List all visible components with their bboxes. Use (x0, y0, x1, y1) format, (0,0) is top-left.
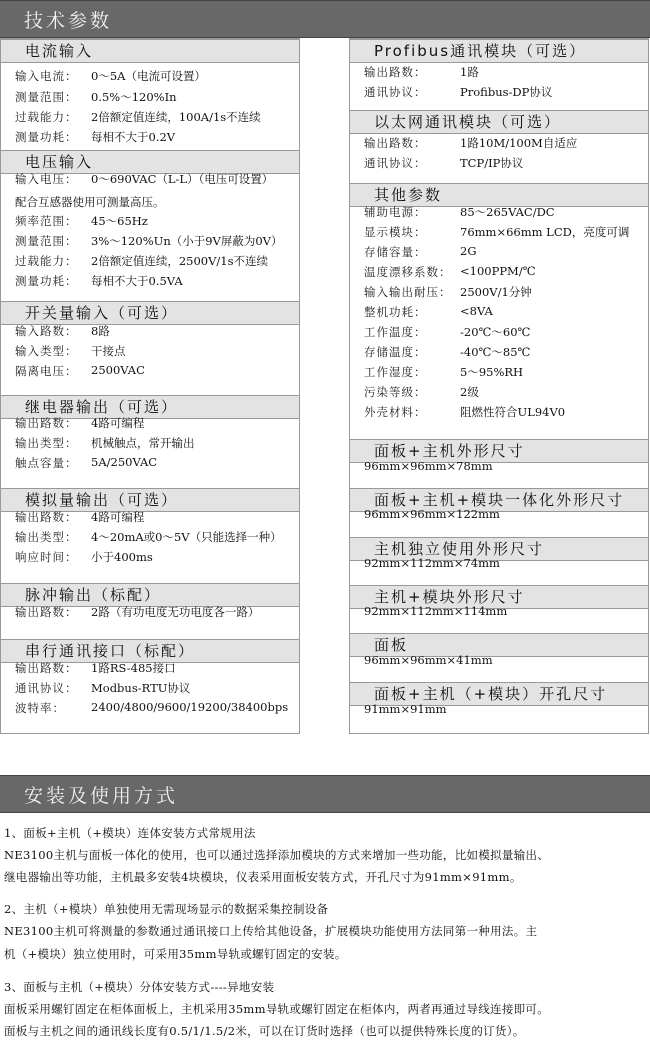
section-title: 电压输入 (1, 150, 299, 174)
spec-label: 工作湿度： (364, 365, 427, 379)
section-title: 面板+主机外形尺寸 (350, 439, 648, 463)
install-heading: 3、面板与主机（+模块）分体安装方式----异地安装 (4, 980, 275, 994)
spec-value: 每相不大于0.2V (91, 130, 176, 144)
spec-value: 4路可编程 (91, 416, 145, 430)
spec-label: 输出路数： (364, 65, 427, 79)
spec-value: 0.5%～120%In (91, 90, 177, 104)
spec-label: 输出路数： (15, 510, 78, 524)
spec-label: 输入类型： (15, 344, 78, 358)
spec-value: <100PPM/℃ (460, 264, 536, 278)
spec-value: 每相不大于0.5VA (91, 274, 183, 288)
spec-value: 5～95%RH (460, 365, 524, 379)
section-title: 继电器输出（可选） (1, 395, 299, 419)
spec-label: 输入电流： (15, 69, 78, 83)
spec-label: 存储容量： (364, 245, 427, 259)
spec-label: 输出类型： (15, 436, 78, 450)
section-title: 开关量输入（可选） (1, 301, 299, 325)
left-spec-column (0, 38, 300, 734)
spec-label: 输出路数： (15, 605, 78, 619)
install-paragraph-line: 机（+模块）独立使用时，可采用35mm导轨或螺钉固定的安装。 (4, 947, 347, 961)
spec-label: 触点容量： (15, 456, 78, 470)
spec-label: 响应时间： (15, 550, 78, 564)
spec-label: 通讯协议： (364, 85, 427, 99)
section-title: 以太网通讯模块（可选） (350, 110, 648, 134)
install-paragraph-line: NE3100主机可将测量的参数通过通讯接口上传给其他设备，扩展模块功能使用方法同第一种用法。主 (4, 924, 538, 938)
spec-value: 4路可编程 (91, 510, 145, 524)
spec-value: -20℃～60℃ (460, 325, 531, 339)
install-title: 安装及使用方式 (24, 785, 179, 807)
spec-value: 配合互感器使用可测量高压。 (15, 195, 165, 209)
spec-label: 测量范围： (15, 90, 78, 104)
specs-title: 技术参数 (24, 10, 113, 32)
spec-value: 1路RS-485接口 (91, 661, 176, 675)
right-spec-column (349, 38, 649, 734)
spec-value: 3%～120%Un（小于9V屏蔽为0V） (91, 234, 283, 248)
spec-value: 2400/4800/9600/19200/38400bps (91, 700, 289, 714)
spec-value: -40℃～85℃ (460, 345, 531, 359)
spec-value: 96mm×96mm×122mm (364, 507, 500, 521)
spec-label: 过载能力： (15, 254, 78, 268)
spec-value: 1路 (460, 65, 479, 79)
spec-value: 5A/250VAC (91, 455, 158, 469)
spec-label: 输入路数： (15, 324, 78, 338)
spec-value: <8VA (460, 304, 493, 318)
section-title: 模拟量输出（可选） (1, 488, 299, 512)
section-title: 主机+模块外形尺寸 (350, 585, 648, 609)
spec-label: 输出路数： (15, 661, 78, 675)
spec-value: Profibus-DP协议 (460, 85, 553, 99)
install-paragraph-line: 面板采用螺钉固定在柜体面板上，主机采用35mm导轨或螺钉固定在柜体内，两者再通过导线连接即可。 (4, 1002, 550, 1016)
spec-label: 波特率： (15, 701, 65, 715)
spec-label: 辅助电源： (364, 205, 427, 219)
spec-label: 测量范围： (15, 234, 78, 248)
spec-label: 污染等级： (364, 385, 427, 399)
section-title: 串行通讯接口（标配） (1, 639, 299, 663)
spec-label: 过载能力： (15, 110, 78, 124)
install-heading: 2、主机（+模块）单独使用无需现场显示的数据采集控制设备 (4, 902, 329, 916)
spec-value: 2级 (460, 385, 479, 399)
spec-value: 45～65Hz (91, 214, 148, 228)
spec-value: 96mm×96mm×41mm (364, 653, 493, 667)
spec-value: 2倍额定值连续，2500V/1s不连续 (91, 254, 268, 268)
install-paragraph-line: 面板与主机之间的通讯线长度有0.5/1/1.5/2米，可以在订货时选择（也可以提供特殊长度的订货）。 (4, 1024, 525, 1038)
spec-label: 存储温度： (364, 345, 427, 359)
spec-value: 0～5A（电流可设置） (91, 69, 206, 83)
spec-value: 2500VAC (91, 363, 145, 377)
spec-value: 8路 (91, 324, 110, 338)
spec-value: 1路10M/100M自适应 (460, 136, 578, 150)
spec-value: TCP/IP协议 (460, 156, 524, 170)
install-heading: 1、面板+主机（+模块）连体安装方式常规用法 (4, 826, 256, 840)
spec-value: 2倍额定值连续，100A/1s不连续 (91, 110, 261, 124)
spec-value: 85～265VAC/DC (460, 205, 555, 219)
section-title: 其他参数 (350, 183, 648, 207)
spec-value: 0～690VAC（L-L）（电压可设置） (91, 172, 274, 186)
section-title: Profibus通讯模块（可选） (350, 39, 648, 63)
spec-value: 96mm×96mm×78mm (364, 459, 493, 473)
section-title: 主机独立使用外形尺寸 (350, 537, 648, 561)
spec-label: 温度漂移系数： (364, 265, 452, 279)
section-title: 面板 (350, 633, 648, 657)
section-title: 面板+主机+模块一体化外形尺寸 (350, 488, 648, 512)
spec-value: 2路（有功电度无功电度各一路） (91, 605, 260, 619)
spec-label: 通讯协议： (364, 156, 427, 170)
spec-label: 整机功耗： (364, 305, 427, 319)
spec-label: 显示模块： (364, 225, 427, 239)
spec-label: 输出路数： (15, 416, 78, 430)
spec-value: 92mm×112mm×74mm (364, 556, 500, 570)
spec-value: 92mm×112mm×114mm (364, 604, 508, 618)
spec-label: 频率范围： (15, 214, 78, 228)
section-title: 脉冲输出（标配） (1, 583, 299, 607)
spec-value: 机械触点，常开输出 (91, 436, 195, 450)
spec-label: 工作温度： (364, 325, 427, 339)
section-title: 面板+主机（+模块）开孔尺寸 (350, 682, 648, 706)
spec-label: 输入电压： (15, 172, 78, 186)
specs-banner (0, 0, 650, 38)
spec-value: 91mm×91mm (364, 702, 447, 716)
spec-label: 测量功耗： (15, 130, 78, 144)
spec-value: 干接点 (91, 344, 126, 358)
install-paragraph-line: 继电器输出等功能，主机最多安装4块模块，仪表采用面板安装方式，开孔尺寸为91mm×91mm。 (4, 870, 522, 884)
spec-label: 输出类型： (15, 530, 78, 544)
section-title: 电流输入 (1, 39, 299, 63)
spec-label: 隔离电压： (15, 364, 78, 378)
spec-value: 4～20mA或0～5V（只能选择一种） (91, 530, 282, 544)
spec-value: 阻燃性符合UL94V0 (460, 405, 566, 419)
spec-value: 2G (460, 244, 477, 258)
install-paragraph-line: NE3100主机与面板一体化的使用，也可以通过选择添加模块的方式来增加一些功能，比如模拟量输出、 (4, 848, 550, 862)
spec-label: 输出路数： (364, 136, 427, 150)
spec-label: 通讯协议： (15, 681, 78, 695)
spec-value: 76mm×66mm LCD，亮度可调 (460, 225, 630, 239)
spec-value: 小于400ms (91, 550, 153, 564)
install-banner (0, 775, 650, 813)
spec-label: 测量功耗： (15, 274, 78, 288)
spec-label: 输入输出耐压： (364, 285, 452, 299)
spec-label: 外壳材料： (364, 405, 427, 419)
spec-value: Modbus-RTU协议 (91, 681, 191, 695)
spec-value: 2500V/1分钟 (460, 285, 532, 299)
